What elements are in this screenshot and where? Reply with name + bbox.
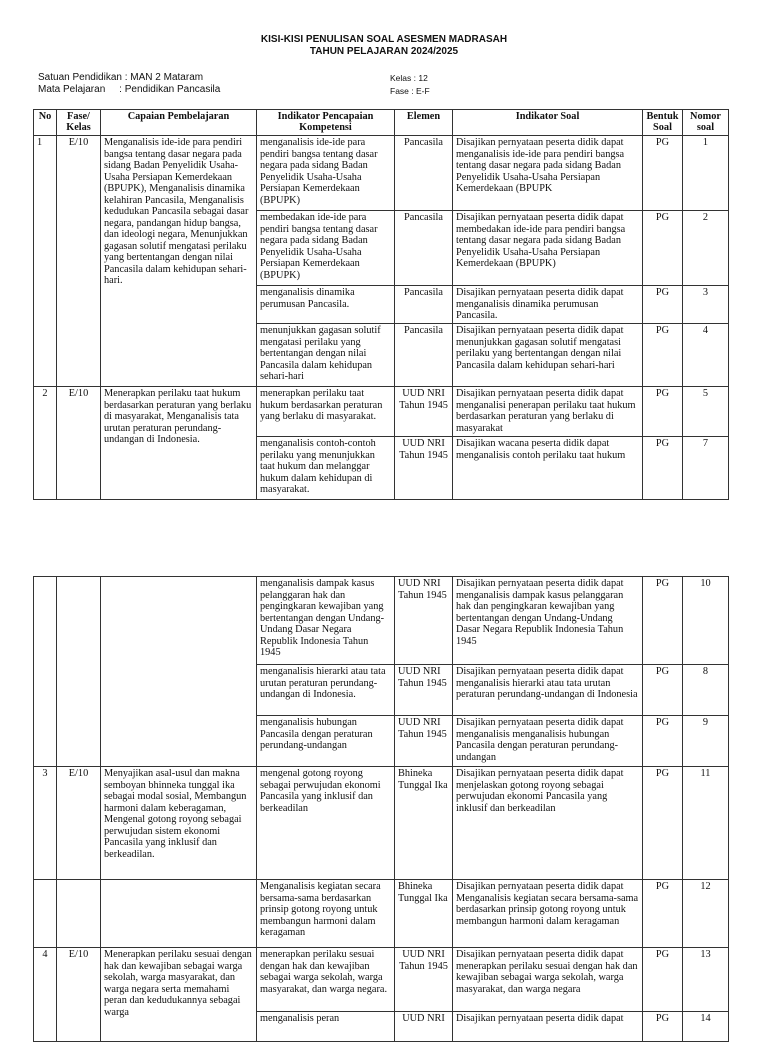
row-elemen: Pancasila — [395, 324, 453, 387]
row-ipk: Menganalisis kegiatan secara bersama-sama berdasarkan prinsip gotong royong untuk membangun harmoni dalam keragaman — [257, 880, 395, 948]
row-nomor: 8 — [683, 665, 729, 716]
col-header-fase: Fase/ Kelas — [57, 110, 101, 136]
row-capaian: Menganalisis ide-ide para pendiri bangsa tentang dasar negara pada sidang Badan Penyelidik Usaha-Usaha Persiapan Kemerdekaan (BPUPK), Menganalisis dinamika kelahiran Pancasila, Menganalisis kedudukan Pancasila sebagai dasar negara, pandangan hidup bangsa, dan ideologi negara, Menunjukkan gagasan solutif mengatasi perilaku yang bertentangan dengan nilai Pancasila dalam kehidupan sehari-hari. — [101, 136, 257, 387]
row-no: 2 — [34, 387, 57, 500]
row-fase: E/10 — [57, 767, 101, 880]
row-no: 4 — [34, 948, 57, 1042]
row-elemen: UUD NRI Tahun 1945 — [395, 716, 453, 767]
row-nomor: 14 — [683, 1012, 729, 1042]
document-title: KISI-KISI PENULISAN SOAL ASESMEN MADRASAH — [260, 34, 508, 45]
row-bentuk: PG — [643, 387, 683, 437]
row-bentuk: PG — [643, 136, 683, 211]
row-nomor: 9 — [683, 716, 729, 767]
row-capaian: Menerapkan perilaku taat hukum berdasarkan peraturan yang berlaku di masyarakat, Menganalisis tata urutan peraturan perundang-undangan di Indonesia. — [101, 387, 257, 500]
mata-pelajaran: Mata Pelajaran : Pendidikan Pancasila — [38, 84, 221, 95]
row-bentuk: PG — [643, 437, 683, 500]
row-elemen: UUD NRI — [395, 1012, 453, 1042]
row-capaian: Menerapkan perilaku sesuai dengan hak dan kewajiban sebagai warga sekolah, warga masyarakat, dan warga negara serta memahami peran dan kedudukannya sebagai warga — [101, 948, 257, 1042]
row-bentuk: PG — [643, 767, 683, 880]
table-row — [34, 767, 729, 880]
row-ipk: menganalisis ide-ide para pendiri bangsa tentang dasar negara pada sidang Badan Penyelidik Usaha-Usaha Persiapan Kemerdekaan (BPUPK) — [257, 136, 395, 211]
row-indikator: Disajikan pernyataan peserta didik dapat menganalisis menganalisis hubungan Pancasila dengan peraturan perundang-undangan — [453, 716, 643, 767]
row-indikator: Disajikan pernyataan peserta didik dapat menganalisis dinamika perumusan Pancasila. — [453, 286, 643, 324]
row-nomor: 10 — [683, 577, 729, 665]
row-capaian — [101, 577, 257, 767]
row-ipk: menunjukkan gagasan solutif mengatasi perilaku yang bertentangan dengan nilai Pancasila dalam kehidupan sehari-hari — [257, 324, 395, 387]
row-ipk: menganalisis hubungan Pancasila dengan peraturan perundang-undangan — [257, 716, 395, 767]
row-indikator: Disajikan pernyataan peserta didik dapat Menganalisis kegiatan secara bersama-sama berdasarkan prinsip gotong royong untuk membangun harmoni dalam keragaman — [453, 880, 643, 948]
satuan-pendidikan: Satuan Pendidikan : MAN 2 Mataram — [38, 72, 204, 83]
kisi-kisi-table-page-1 — [33, 109, 729, 500]
row-elemen: UUD NRI Tahun 1945 — [395, 577, 453, 665]
row-ipk: membedakan ide-ide para pendiri bangsa tentang dasar negara pada sidang Badan Penyelidik Usaha-Usaha Persiapan Kemerdekaan (BPUPK) — [257, 211, 395, 286]
row-indikator: Disajikan pernyataan peserta didik dapat menganalisi penerapan perilaku taat hukum berdasarkan peraturan yang berlaku di masyarakat — [453, 387, 643, 437]
col-header-indikator: Indikator Soal — [453, 110, 643, 136]
row-bentuk: PG — [643, 211, 683, 286]
col-header-nomor: Nomor soal — [683, 110, 729, 136]
row-no — [34, 577, 57, 767]
row-elemen: Bhineka Tunggal Ika — [395, 880, 453, 948]
document-subtitle: TAHUN PELAJARAN 2024/2025 — [309, 46, 459, 57]
table-row — [34, 387, 729, 437]
row-elemen: Pancasila — [395, 211, 453, 286]
col-header-no: No — [34, 110, 57, 136]
row-fase: E/10 — [57, 136, 101, 387]
row-indikator: Disajikan pernyataan peserta didik dapat menganalisis dampak kasus pelanggaran hak dan pengingkaran kewajiban yang bertentangan dengan Undang-Undang Dasar Negara Republik Indonesia Tahun 1945 — [453, 577, 643, 665]
row-bentuk: PG — [643, 948, 683, 1012]
row-bentuk: PG — [643, 716, 683, 767]
col-header-elemen: Elemen — [395, 110, 453, 136]
row-elemen: UUD NRI Tahun 1945 — [395, 665, 453, 716]
row-indikator: Disajikan pernyataan peserta didik dapat menganalisis hierarki atau tata urutan peraturan perundang-undangan di Indonesia — [453, 665, 643, 716]
row-ipk: menerapkan perilaku taat hukum berdasarkan peraturan yang berlaku di masyarakat. — [257, 387, 395, 437]
row-ipk: menganalisis dinamika perumusan Pancasila. — [257, 286, 395, 324]
row-ipk: menganalisis hierarki atau tata urutan peraturan perundang-undangan di Indonesia. — [257, 665, 395, 716]
row-fase: E/10 — [57, 387, 101, 500]
row-elemen: Pancasila — [395, 136, 453, 211]
row-fase — [57, 577, 101, 767]
table-row — [34, 136, 729, 211]
row-indikator: Disajikan pernyataan peserta didik dapat menunjukkan gagasan solutif mengatasi perilaku yang bertentangan dengan nilai Pancasila dalam kehidupan sehari-hari — [453, 324, 643, 387]
row-ipk: menganalisis dampak kasus pelanggaran hak dan pengingkaran kewajiban yang bertentangan dengan Undang-Undang Dasar Negara Republik Indonesia Tahun 1945 — [257, 577, 395, 665]
row-capaian — [101, 880, 257, 948]
row-bentuk: PG — [643, 577, 683, 665]
row-nomor: 5 — [683, 387, 729, 437]
row-elemen: UUD NRI Tahun 1945 — [395, 387, 453, 437]
row-no: 3 — [34, 767, 57, 880]
row-fase: E/10 — [57, 948, 101, 1042]
row-indikator: Disajikan pernyataan peserta didik dapat menganalisis ide-ide para pendiri bangsa tentang dasar negara pada sidang Badan Penyelidik Usaha-Usaha Persiapan Kemerdekaan (BPUPK — [453, 136, 643, 211]
row-indikator: Disajikan pernyataan peserta didik dapat menerapkan perilaku sesuai dengan hak dan kewajiban sebagai warga sekolah, warga masyarakat, dan warga negara — [453, 948, 643, 1012]
row-indikator: Disajikan pernyataan peserta didik dapat membedakan ide-ide para pendiri bangsa tentang dasar negara pada sidang Badan Penyelidik Usaha-Usaha Persiapan Kemerdekaan (BPUPK) — [453, 211, 643, 286]
col-header-ipk: Indikator Pencapaian Kompetensi — [257, 110, 395, 136]
kelas: Kelas : 12 — [390, 73, 428, 83]
row-ipk: menerapkan perilaku sesuai dengan hak dan kewajiban sebagai warga sekolah, warga masyarakat, dan warga negara. — [257, 948, 395, 1012]
row-elemen: UUD NRI Tahun 1945 — [395, 948, 453, 1012]
col-header-capaian: Capaian Pembelajaran — [101, 110, 257, 136]
row-bentuk: PG — [643, 665, 683, 716]
row-indikator: Disajikan pernyataan peserta didik dapat menjelaskan gotong royong sebagai perwujudan ekonomi Pancasila yang inklusif dan berkeadilan — [453, 767, 643, 880]
row-elemen: Bhineka Tunggal Ika — [395, 767, 453, 880]
table-row — [34, 880, 729, 948]
kisi-kisi-table-page-2 — [33, 576, 729, 1042]
row-elemen: UUD NRI Tahun 1945 — [395, 437, 453, 500]
col-header-bentuk: Bentuk Soal — [643, 110, 683, 136]
row-ipk: menganalisis contoh-contoh perilaku yang menunjukkan taat hukum dan melanggar hukum dalam kehidupan di masyarakat. — [257, 437, 395, 500]
fase: Fase : E-F — [390, 86, 430, 96]
row-nomor: 12 — [683, 880, 729, 948]
row-nomor: 2 — [683, 211, 729, 286]
row-capaian: Menyajikan asal-usul dan makna semboyan bhinneka tunggal ika sebagai modal sosial, Membangun harmoni dalam keberagaman, Mengenal gotong royong sebagai perwujudan sistem ekonomi Pancasila yang inklusif dan berkeadilan. — [101, 767, 257, 880]
row-elemen: Pancasila — [395, 286, 453, 324]
table-row — [34, 577, 729, 665]
row-fase — [57, 880, 101, 948]
row-ipk: menganalisis peran — [257, 1012, 395, 1042]
row-no — [34, 880, 57, 948]
row-nomor: 13 — [683, 948, 729, 1012]
row-no: 1 — [34, 136, 57, 387]
row-nomor: 4 — [683, 324, 729, 387]
row-indikator: Disajikan wacana peserta didik dapat menganalisis contoh perilaku taat hukum — [453, 437, 643, 500]
row-bentuk: PG — [643, 1012, 683, 1042]
row-nomor: 1 — [683, 136, 729, 211]
row-nomor: 11 — [683, 767, 729, 880]
row-nomor: 3 — [683, 286, 729, 324]
row-bentuk: PG — [643, 286, 683, 324]
row-nomor: 7 — [683, 437, 729, 500]
row-bentuk: PG — [643, 324, 683, 387]
row-ipk: mengenal gotong royong sebagai perwujudan ekonomi Pancasila yang inklusif dan berkeadilan — [257, 767, 395, 880]
row-bentuk: PG — [643, 880, 683, 948]
row-indikator: Disajikan pernyataan peserta didik dapat — [453, 1012, 643, 1042]
table-row — [34, 948, 729, 1012]
